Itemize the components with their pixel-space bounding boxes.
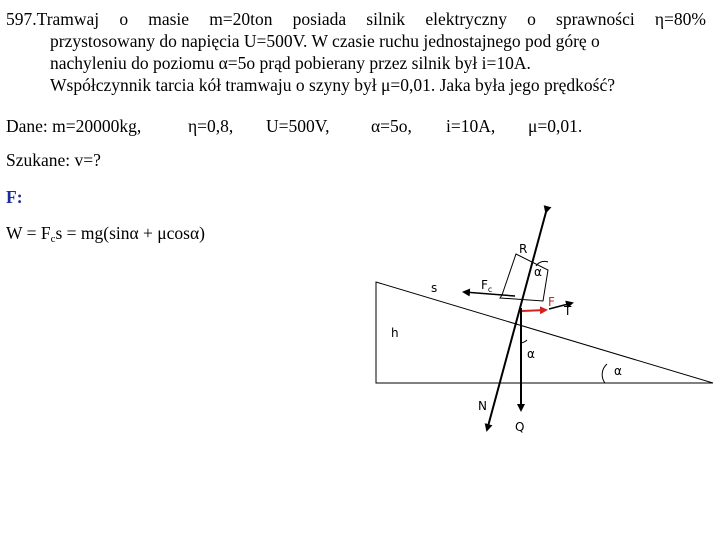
unknown: Szukane: v=? xyxy=(6,150,101,170)
formula-part-1: W = F xyxy=(6,223,51,243)
label-t: T xyxy=(564,304,572,318)
label-fc-main: F xyxy=(481,278,488,292)
label-alpha-base: α xyxy=(614,364,622,378)
label-fc-sub: c xyxy=(487,285,493,294)
label-alpha-mid: α xyxy=(527,347,535,361)
problem-line-1: 597.Tramwaj o masie m=20ton posiada silnik elektryczny o sprawności η=80% xyxy=(6,9,706,29)
section-label-f: F: xyxy=(6,187,23,207)
given-voltage: U=500V, xyxy=(266,116,330,136)
given-efficiency: η=0,8, xyxy=(188,116,234,136)
label-fc xyxy=(481,278,492,294)
normal-force-line xyxy=(487,212,546,430)
angle-arc-base xyxy=(602,364,607,383)
label-alpha-top: α xyxy=(534,265,542,279)
problem-line-4: Współczynnik tarcia kół tramwaju o szyny był μ=0,01. Jaka była jego prędkość? xyxy=(50,75,615,95)
incline-triangle xyxy=(376,282,713,383)
problem-line-3: nachyleniu do poziomu α=5o prąd pobierany przez silnik był i=10A. xyxy=(50,53,531,73)
given-friction: μ=0,01. xyxy=(528,116,583,136)
given-mass: Dane: m=20000kg, xyxy=(6,116,142,136)
formula-subscript: c xyxy=(50,233,56,245)
label-q: Q xyxy=(515,420,525,434)
given-current: i=10A, xyxy=(446,116,496,136)
formula-part-2: s = mg(sinα + μcosα) xyxy=(55,223,205,243)
given-angle: α=5o, xyxy=(371,116,412,136)
label-r: R xyxy=(519,242,528,256)
label-f: F xyxy=(548,295,555,309)
driving-force-vector xyxy=(522,310,546,311)
problem-line-2: przystosowany do napięcia U=500V. W czasie ruchu jednostajnego pod górę o xyxy=(50,31,600,51)
label-n: N xyxy=(478,399,487,413)
label-h: h xyxy=(391,326,399,340)
label-s: s xyxy=(431,281,438,295)
